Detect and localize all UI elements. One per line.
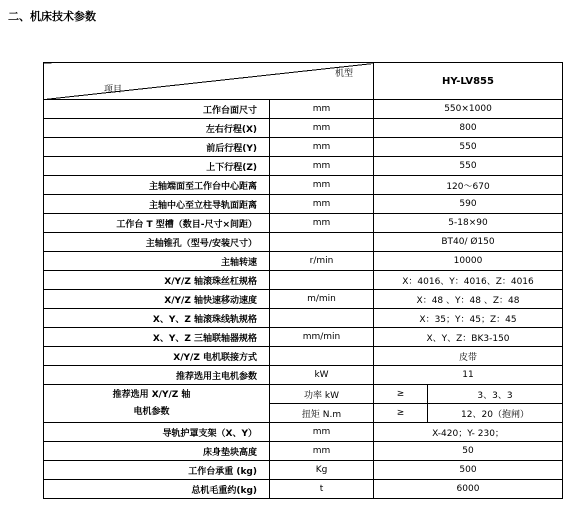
row-unit: mm: [270, 138, 374, 157]
table-row: [44, 442, 563, 461]
corner-cell: [44, 63, 374, 100]
header-row: [44, 63, 563, 100]
table-row: [44, 366, 563, 385]
row-label: 主轴锥孔（型号/安装尺寸）: [44, 233, 270, 252]
row-unit: mm: [270, 195, 374, 214]
motor-torque-value: 12、20（抱闸）: [428, 404, 563, 423]
row-unit: [270, 233, 374, 252]
row-label: 工作台面尺寸: [44, 100, 270, 119]
row-label: 总机毛重约(kg): [44, 480, 270, 499]
row-unit: mm/min: [270, 328, 374, 347]
motor-label-line1: 推荐选用 X/Y/Z 轴: [112, 389, 191, 400]
row-label: X、Y、Z 三轴联轴器规格: [44, 328, 270, 347]
row-unit: [270, 309, 374, 328]
table-row: [44, 328, 563, 347]
row-value: 11: [374, 366, 563, 385]
table-row: [44, 252, 563, 271]
row-label: 推荐选用主电机参数: [44, 366, 270, 385]
row-label: 工作台 T 型槽（数目-尺寸×间距）: [44, 214, 270, 233]
row-value: X：48 、Y：48 、Z：48: [374, 290, 563, 309]
row-label: 左右行程(X): [44, 119, 270, 138]
row-unit: Kg: [270, 461, 374, 480]
motor-power-unit: 功率 kW: [270, 385, 374, 404]
table-row: [44, 480, 563, 499]
table-row: [44, 214, 563, 233]
row-label: 上下行程(Z): [44, 157, 270, 176]
table-row: [44, 309, 563, 328]
row-unit: [270, 271, 374, 290]
row-value: 皮带: [374, 347, 563, 366]
spec-table: [43, 62, 563, 499]
row-value: 590: [374, 195, 563, 214]
table-row: [44, 385, 563, 404]
row-unit: mm: [270, 442, 374, 461]
row-label: 工作台承重 (kg): [44, 461, 270, 480]
row-value: 50: [374, 442, 563, 461]
motor-label-cell: [44, 385, 270, 423]
section-heading: 二、机床技术参数: [8, 10, 96, 23]
row-label: X、Y、Z 轴滚珠线轨规格: [44, 309, 270, 328]
row-unit: mm: [270, 119, 374, 138]
row-value: 10000: [374, 252, 563, 271]
row-label: 主轴转速: [44, 252, 270, 271]
row-value: 500: [374, 461, 563, 480]
row-value: X：4016、Y：4016、Z：4016: [374, 271, 563, 290]
row-label: X/Y/Z 电机联接方式: [44, 347, 270, 366]
row-value: 6000: [374, 480, 563, 499]
table-row: [44, 176, 563, 195]
row-label: 主轴中心至立柱导轨面距离: [44, 195, 270, 214]
motor-label-line2: 电机参数: [133, 406, 170, 417]
row-unit: m/min: [270, 290, 374, 309]
row-value: 5-18×90: [374, 214, 563, 233]
table-row: [44, 347, 563, 366]
row-value: BT40/ Ø150: [374, 233, 563, 252]
row-label: 主轴端面至工作台中心距离: [44, 176, 270, 195]
table-row: [44, 233, 563, 252]
row-unit: mm: [270, 423, 374, 442]
motor-power-symbol: ≥: [374, 385, 428, 404]
table-row: [44, 195, 563, 214]
table-row: [44, 290, 563, 309]
row-unit: t: [270, 480, 374, 499]
table-row: [44, 138, 563, 157]
row-value: 550: [374, 138, 563, 157]
row-label: X/Y/Z 轴快速移动速度: [44, 290, 270, 309]
table-row: [44, 100, 563, 119]
row-unit: mm: [270, 176, 374, 195]
row-label: 导轨护罩支架（X、Y）: [44, 423, 270, 442]
row-label: 前后行程(Y): [44, 138, 270, 157]
table-row: [44, 271, 563, 290]
row-unit: [270, 347, 374, 366]
motor-torque-unit: 扭矩 N.m: [270, 404, 374, 423]
table-row: [44, 119, 563, 138]
row-label: X/Y/Z 轴滚珠丝杠规格: [44, 271, 270, 290]
model-name: HY-LV855: [374, 63, 563, 100]
row-value: X：35；Y：45；Z：45: [374, 309, 563, 328]
row-unit: mm: [270, 100, 374, 119]
corner-bottom-label: 项目: [104, 85, 123, 95]
table-row: [44, 157, 563, 176]
row-unit: mm: [270, 157, 374, 176]
row-label: 床身垫块高度: [44, 442, 270, 461]
row-value: 120～670: [374, 176, 563, 195]
row-value: X-420；Y- 230；: [374, 423, 563, 442]
row-unit: kW: [270, 366, 374, 385]
table-row: [44, 423, 563, 442]
table-row: [44, 461, 563, 480]
row-value: 550×1000: [374, 100, 563, 119]
row-value: 550: [374, 157, 563, 176]
corner-top-label: 机型: [334, 69, 353, 79]
motor-torque-symbol: ≥: [374, 404, 428, 423]
motor-power-value: 3、3、3: [428, 385, 563, 404]
row-unit: mm: [270, 214, 374, 233]
row-value: X、Y、Z：BK3-150: [374, 328, 563, 347]
row-unit: r/min: [270, 252, 374, 271]
row-value: 800: [374, 119, 563, 138]
